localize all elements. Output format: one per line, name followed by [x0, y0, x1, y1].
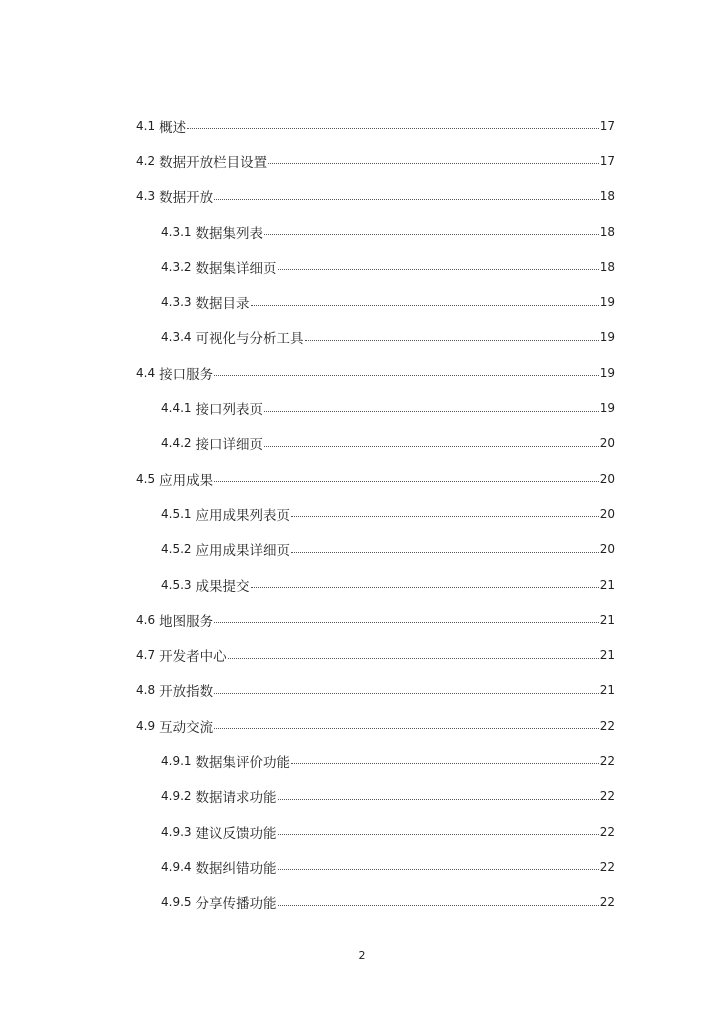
toc-dot-leader — [214, 728, 599, 729]
toc-entry-page: 17 — [599, 118, 615, 133]
toc-dot-leader — [278, 834, 599, 835]
toc-entry[interactable] — [136, 814, 615, 849]
toc-entry-number: 4.4.1 — [161, 401, 192, 416]
toc-entry-page: 21 — [599, 577, 615, 592]
toc-entry-page: 19 — [599, 365, 615, 380]
toc-entry-page: 20 — [599, 542, 615, 557]
toc-entry-page: 19 — [599, 330, 615, 345]
toc-entry-title: 数据集评价功能 — [195, 754, 291, 771]
toc-dot-leader — [228, 658, 599, 659]
toc-entry[interactable] — [136, 885, 615, 920]
toc-entry[interactable] — [136, 779, 615, 814]
toc-dot-leader — [251, 587, 599, 588]
toc-entry[interactable] — [136, 743, 615, 778]
toc-entry-page: 20 — [599, 471, 615, 486]
toc-entry-page: 19 — [599, 401, 615, 416]
toc-entry-number: 4.9.3 — [161, 824, 192, 839]
toc-entry-title: 数据纠错功能 — [195, 860, 277, 877]
toc-entry-title: 应用成果 — [159, 472, 214, 489]
toc-entry-title: 开放指数 — [159, 684, 214, 701]
toc-entry[interactable] — [136, 849, 615, 884]
toc-entry-number: 4.4.2 — [161, 436, 192, 451]
toc-entry[interactable] — [136, 461, 615, 496]
toc-entry-page: 17 — [599, 153, 615, 168]
toc-entry-number: 4.1 — [136, 118, 156, 133]
toc-entry[interactable] — [136, 179, 615, 214]
toc-entry[interactable] — [136, 390, 615, 425]
toc-dot-leader — [264, 446, 599, 447]
toc-entry-title: 数据目录 — [195, 296, 250, 313]
toc-entry-page: 19 — [599, 295, 615, 310]
toc-entry[interactable] — [136, 108, 615, 143]
toc-dot-leader — [251, 305, 599, 306]
toc-entry[interactable] — [136, 567, 615, 602]
toc-entry-page: 22 — [599, 789, 615, 804]
toc-entry[interactable] — [136, 284, 615, 319]
toc-dot-leader — [268, 163, 599, 164]
toc-entry-title: 数据开放栏目设置 — [159, 154, 268, 171]
toc-dot-leader — [187, 128, 599, 129]
toc-entry-page: 21 — [599, 683, 615, 698]
toc-entry-page: 22 — [599, 753, 615, 768]
toc-entry[interactable] — [136, 708, 615, 743]
toc-entry-title: 数据集详细页 — [195, 260, 277, 277]
toc-entry-number: 4.6 — [136, 612, 156, 627]
toc-entry[interactable] — [136, 249, 615, 284]
toc-entry[interactable] — [136, 355, 615, 390]
toc-entry-title: 分享传播功能 — [195, 896, 277, 913]
toc-dot-leader — [291, 763, 599, 764]
toc-entry-number: 4.9.4 — [161, 859, 192, 874]
toc-entry[interactable] — [136, 602, 615, 637]
toc-dot-leader — [278, 869, 599, 870]
toc-entry-page: 21 — [599, 648, 615, 663]
toc-entry-number: 4.3.4 — [161, 330, 192, 345]
toc-entry[interactable] — [136, 673, 615, 708]
toc-entry-page: 20 — [599, 506, 615, 521]
toc-entry-number: 4.3 — [136, 189, 156, 204]
toc-entry-title: 概述 — [159, 119, 187, 136]
toc-entry-number: 4.2 — [136, 153, 156, 168]
toc-dot-leader — [278, 905, 599, 906]
toc-entry-title: 数据集列表 — [195, 225, 264, 242]
toc-entry-number: 4.9.1 — [161, 753, 192, 768]
toc-dot-leader — [278, 269, 599, 270]
toc-dot-leader — [291, 516, 599, 517]
toc-entry[interactable] — [136, 143, 615, 178]
toc-entry-number: 4.7 — [136, 648, 156, 663]
toc-entry-number: 4.9.5 — [161, 895, 192, 910]
toc-entry-title: 建议反馈功能 — [195, 825, 277, 842]
toc-dot-leader — [264, 411, 599, 412]
toc-entry-title: 地图服务 — [159, 613, 214, 630]
toc-dot-leader — [278, 799, 599, 800]
toc-entry-title: 数据请求功能 — [195, 790, 277, 807]
toc-entry-number: 4.3.2 — [161, 259, 192, 274]
toc-entry-number: 4.9 — [136, 718, 156, 733]
toc-entry[interactable] — [136, 496, 615, 531]
toc-dot-leader — [214, 375, 599, 376]
toc-entry[interactable] — [136, 532, 615, 567]
toc-entry-page: 22 — [599, 859, 615, 874]
toc-entry-page: 20 — [599, 436, 615, 451]
toc-dot-leader — [214, 622, 599, 623]
toc-entry-page: 18 — [599, 189, 615, 204]
toc-entry-page: 22 — [599, 824, 615, 839]
toc-dot-leader — [214, 199, 599, 200]
toc-entry[interactable] — [136, 426, 615, 461]
toc-entry-title: 接口列表页 — [195, 402, 264, 419]
toc-entry-title: 成果提交 — [195, 578, 250, 595]
toc-entry[interactable] — [136, 637, 615, 672]
toc-entry-title: 应用成果列表页 — [195, 507, 291, 524]
toc-dot-leader — [291, 552, 599, 553]
toc-entry-number: 4.3.3 — [161, 295, 192, 310]
toc-entry-page: 22 — [599, 895, 615, 910]
toc-entry-number: 4.5.1 — [161, 506, 192, 521]
toc-dot-leader — [305, 340, 599, 341]
toc-entry-title: 互动交流 — [159, 719, 214, 736]
toc-entry[interactable] — [136, 320, 615, 355]
toc-entry-title: 应用成果详细页 — [195, 543, 291, 560]
toc-entry-number: 4.5.3 — [161, 577, 192, 592]
toc-entry-number: 4.5.2 — [161, 542, 192, 557]
toc-entry-title: 开发者中心 — [159, 649, 227, 666]
toc-entry-title: 可视化与分析工具 — [195, 331, 304, 348]
toc-entry-title: 数据开放 — [159, 190, 214, 207]
toc-dot-leader — [214, 481, 599, 482]
toc-entry-number: 4.8 — [136, 683, 156, 698]
toc-entry-number: 4.3.1 — [161, 224, 192, 239]
toc-dot-leader — [214, 693, 599, 694]
toc-entry-page: 18 — [599, 224, 615, 239]
toc-entry[interactable] — [136, 214, 615, 249]
toc-entry-number: 4.9.2 — [161, 789, 192, 804]
table-of-contents — [136, 108, 615, 920]
toc-entry-number: 4.5 — [136, 471, 156, 486]
toc-entry-title: 接口服务 — [159, 366, 214, 383]
toc-entry-number: 4.4 — [136, 365, 156, 380]
toc-entry-page: 22 — [599, 718, 615, 733]
toc-entry-page: 21 — [599, 612, 615, 627]
toc-entry-title: 接口详细页 — [195, 437, 264, 454]
toc-dot-leader — [264, 234, 599, 235]
page-number: 2 — [358, 949, 366, 962]
toc-entry-page: 18 — [599, 259, 615, 274]
